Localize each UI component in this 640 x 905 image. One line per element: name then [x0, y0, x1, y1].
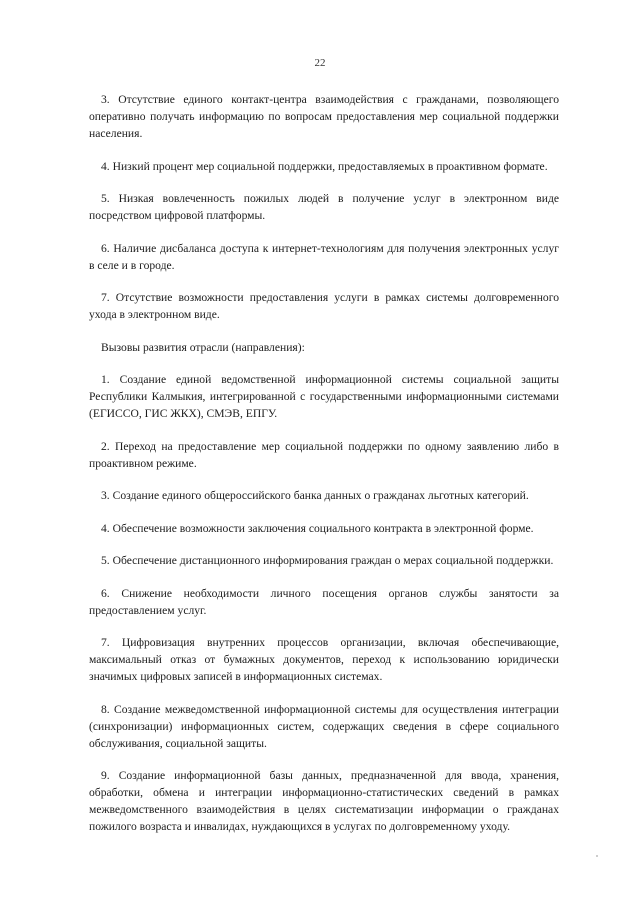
paragraph-challenge-3: 3. Создание единого общероссийского банка данных о гражданах льготных категорий.: [101, 489, 529, 502]
paragraph-challenge-1: 1. Создание единой ведомственной информационной системы социальной защиты Республики Калмыкия, интегрированной с государственными информационными системами (ЕГИССО, ГИС ЖКХ), СМЭВ, ЕПГУ.: [89, 373, 559, 420]
paragraph-challenge-2: 2. Переход на предоставление мер социальной поддержки по одному заявлению либо в проактивном режиме.: [89, 439, 559, 470]
paragraph-challenge-7: 7. Цифровизация внутренних процессов организации, включая обеспечивающие, максимальный отказ от бумажных документов, переход к использованию юридически значимых цифровых записей в информационных системах.: [89, 636, 559, 683]
paragraph-problem-6: 6. Наличие дисбаланса доступа к интернет-технологиям для получения электронных услуг в селе и в городе.: [89, 241, 559, 272]
paragraph-problem-4: 4. Низкий процент мер социальной поддержки, предоставляемых в проактивном формате.: [101, 159, 548, 173]
paragraph-problem-3: 3. Отсутствие единого контакт-центра взаимодействия с гражданами, позволяющего оперативно получать информацию по вопросам предоставления мер социальной поддержки населения.: [89, 93, 559, 140]
scan-speck: [596, 855, 598, 857]
page-number: 22: [314, 57, 326, 69]
paragraph-problem-7: 7. Отсутствие возможности предоставления услуги в рамках системы долговременного ухода в электронном виде.: [89, 291, 559, 321]
paragraph-challenge-9: 9. Создание информационной базы данных, предназначенной для ввода, хранения, обработки, обмена и интеграции информационно-статистических сведений в рамках межведомственного взаимодействия в целях систематизации информации о гражданах пожилого возраста и инвалидах, нуждающихся в услугах по долговременному уходу.: [89, 769, 559, 833]
paragraph-challenge-5: 5. Обеспечение дистанционного информирования граждан о мерах социальной поддержки.: [101, 554, 554, 567]
paragraph-problem-5: 5. Низкая вовлеченность пожилых людей в получение услуг в электронном виде посредством цифровой платформы.: [89, 192, 559, 222]
paragraph-challenge-4: 4. Обеспечение возможности заключения социального контракта в электронной форме.: [101, 521, 534, 535]
section-heading-challenges: Вызовы развития отрасли (направления):: [101, 340, 305, 354]
paragraph-challenge-8: 8. Создание межведомственной информационной системы для осуществления интеграции (синхронизации) информационных систем, содержащих сведения в сфере социального обслуживания, социальной защиты.: [89, 702, 559, 750]
paragraph-challenge-6: 6. Снижение необходимости личного посещения органов службы занятости за предоставлением услуг.: [89, 586, 559, 617]
document-body: [89, 91, 559, 851]
